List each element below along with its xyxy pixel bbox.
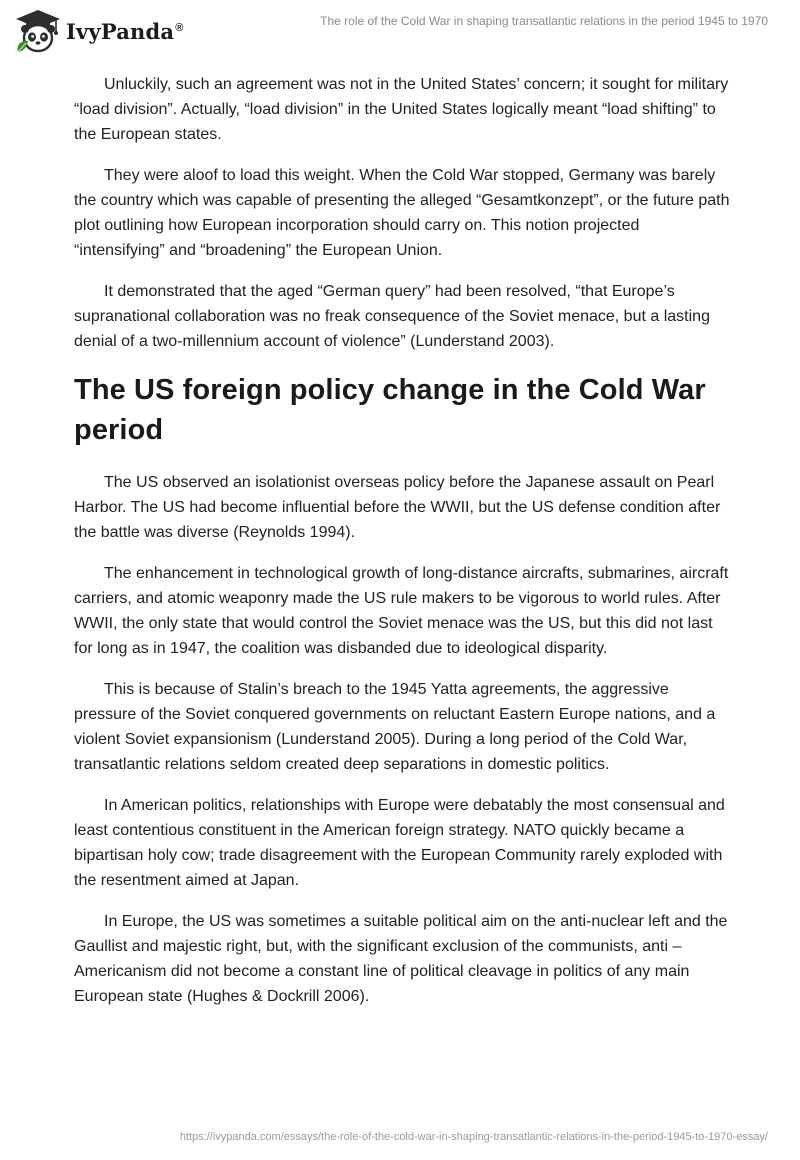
paragraph: The US observed an isolationist overseas policy before the Japanese assault on Pearl Harbor. The US had become influential before the WWII, but the US defense condition after the battle was diverse (Reynolds 1994). [74,474,721,541]
paragraph: The enhancement in technological growth of long-distance aircrafts, submarines, aircraft carriers, and atomic weaponry made the US rule makers to be vigorous to world rules. After WWII, the only state that would control the Soviet menace was the US, but this did not last for long as in 1947, the coalition was disbanded due to ideological disparity. [74,565,729,657]
paragraph: In Europe, the US was sometimes a suitable political aim on the anti-nuclear left and the Gaullist and majestic right, but, with the significant exclusion of the communists, anti –Americanism did not become a constant line of political cleavage in politics of any main European state (Hughes & Dockrill 2006). [74,913,728,1005]
source-url[interactable]: https://ivypanda.com/essays/the-role-of-the-cold-war-in-shaping-transatlantic-relations-in-the-period-1945-to-1970-essay/ [179,1131,768,1143]
essay-content [74,72,734,1025]
registered-mark: ® [175,21,184,34]
brand-name [66,19,184,44]
page-header [0,0,800,62]
document-title: The role of the Cold War in shaping transatlantic relations in the period 1945 to 1970 [320,14,768,28]
paragraph: They were aloof to load this weight. When the Cold War stopped, Germany was barely the country which was capable of presenting the alleged “Gesamtkonzept”, or the future path plot outlining how European incorporation should carry on. This notion projected “intensifying” and “broadening” the European Union. [74,167,730,259]
brand-name-text: IvyPanda [66,18,175,44]
ivypanda-logo[interactable] [14,8,184,54]
panda-graduate-icon [14,8,62,54]
paragraph: This is because of Stalin’s breach to the 1945 Yatta agreements, the aggressive pressure of the Soviet conquered governments on reluctant Eastern Europe nations, and a violent Soviet expansionism (Lunderstand 2005). During a long period of the Cold War, transatlantic relations seldom created deep separations in domestic politics. [74,681,716,773]
paragraph: Unluckily, such an agreement was not in the United States’ concern; it sought for military “load division”. Actually, “load division” in the United States logically meant “load shifting” to the European states. [74,76,729,143]
paragraph: It demonstrated that the aged “German query” had been resolved, “that Europe’s supranational collaboration was no freak consequence of the Soviet menace, but a lasting denial of a two-millennium account of violence” (Lunderstand 2003). [74,283,710,350]
paragraph: In American politics, relationships with Europe were debatably the most consensual and least contentious constituent in the American foreign strategy. NATO quickly became a bipartisan holy cow; trade disagreement with the European Community rarely exploded with the resentment aimed at Japan. [74,797,725,889]
section-heading: The US foreign policy change in the Cold War period [74,374,706,446]
